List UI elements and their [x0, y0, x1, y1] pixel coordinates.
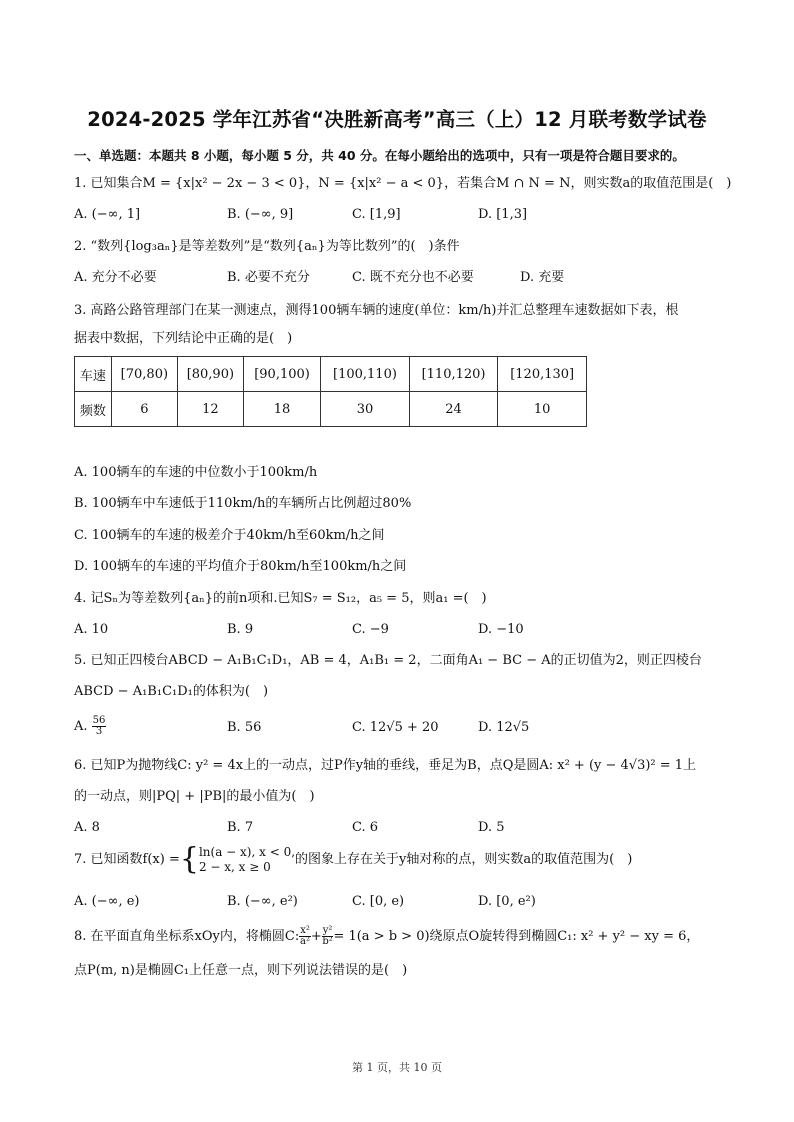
- table-row: [75, 357, 587, 392]
- q5-option-a: [74, 716, 106, 737]
- q8-fraction-y: [322, 926, 334, 947]
- q2-option-d: D. 充要: [520, 270, 565, 285]
- q7-option-a: A. (−∞, e): [74, 894, 140, 909]
- q6-option-b: B. 7: [227, 820, 254, 835]
- q1-option-d: D. [1,3]: [478, 207, 528, 222]
- q6-option-c: C. 6: [352, 820, 379, 835]
- table-cell: 6: [111, 392, 177, 427]
- q4-option-b: B. 9: [227, 622, 254, 637]
- table-cell: [70,80): [111, 357, 177, 392]
- question-5-stem-line2: ABCD − A₁B₁C₁D₁的体积为( ): [74, 684, 269, 699]
- q7-stem-prefix: 7. 已知函数f(x) =: [74, 852, 180, 867]
- table-cell: [120,130]: [498, 357, 587, 392]
- table-row-label: 频数: [75, 392, 112, 427]
- table-cell: 18: [243, 392, 320, 427]
- question-2-stem: 2. “数列{log₃aₙ}是等差数列”是“数列{aₙ}为等比数列”的( )条件: [74, 239, 460, 254]
- q7-option-d: D. [0, e²): [478, 894, 536, 909]
- q7-option-b: B. (−∞, e²): [227, 894, 298, 909]
- q8-fraction-x: [299, 926, 311, 947]
- fraction-denominator: a²: [300, 936, 311, 947]
- table-cell: [90,100): [243, 357, 320, 392]
- q8-plus-sign: +: [310, 929, 322, 944]
- q4-option-a: A. 10: [74, 622, 109, 637]
- question-6-stem-line1: 6. 已知P为抛物线C: y² = 4x上的一动点，过P作y轴的垂线，垂足为B，点Q是圆A: x² + (y − 4√3)² = 1上: [74, 758, 697, 773]
- q1-option-a: A. (−∞, 1]: [74, 207, 141, 222]
- question-3-stem-line2: 据表中数据，下列结论中正确的是( ): [74, 331, 293, 346]
- q3-option-a: A. 100辆车的车速的中位数小于100km/h: [74, 465, 318, 480]
- table-cell: 12: [177, 392, 243, 427]
- left-brace-icon: {: [179, 841, 199, 877]
- q6-option-a: A. 8: [74, 820, 100, 835]
- q3-option-d: D. 100辆车的车速的平均值介于80km/h至100km/h之间: [74, 559, 407, 574]
- q8-stem-prefix: 8. 在平面直角坐标系xOy内，将椭圆C:: [74, 929, 300, 944]
- fraction-denominator: b²: [322, 936, 333, 947]
- question-6-stem-line2: 的一动点，则|PQ| + |PB|的最小值为( ): [74, 789, 315, 804]
- question-7-stem: [74, 843, 632, 877]
- section-heading: 一、单选题：本题共 8 小题，每小题 5 分，共 40 分。在每小题给出的选项中，只有一项是符合题目要求的。: [74, 148, 685, 163]
- q7-option-c: C. [0, e): [352, 894, 405, 909]
- fraction-denominator: 3: [95, 726, 103, 737]
- speed-frequency-table: [74, 356, 587, 427]
- q5-option-b: B. 56: [227, 720, 262, 735]
- fraction-numerator: x²: [300, 925, 310, 936]
- exam-title: 2024-2025 学年江苏省“决胜新高考”高三（上）12 月联考数学试卷: [87, 108, 707, 131]
- fraction-numerator: 56: [92, 715, 106, 726]
- table-cell: 10: [498, 392, 587, 427]
- q2-option-b: B. 必要不充分: [227, 270, 310, 285]
- q1-option-b: B. (−∞, 9]: [227, 207, 294, 222]
- question-1-stem: 1. 已知集合M = {x|x² − 2x − 3 < 0}，N = {x|x² − a < 0}，若集合M ∩ N = N，则实数a的取值范围是( ): [74, 176, 732, 191]
- q5-option-d: D. 12√5: [478, 720, 530, 735]
- q3-option-c: C. 100辆车的车速的极差介于40km/h至60km/h之间: [74, 528, 385, 543]
- table-cell: 30: [321, 392, 410, 427]
- question-8-stem-line2: 点P(m, n)是椭圆C₁上任意一点，则下列说法错误的是( ): [74, 963, 408, 978]
- question-8-stem-line1: [74, 924, 699, 950]
- table-cell: [110,120): [409, 357, 498, 392]
- table-row-label: 车速: [75, 357, 112, 392]
- q8-stem-suffix: = 1(a > b > 0)绕原点O旋转得到椭圆C₁: x² + y² − xy = 6，: [333, 929, 700, 944]
- question-4-stem: 4. 记Sₙ为等差数列{aₙ}的前n项和.已知S₇ = S₁₂，a₅ = 5，则a₁ =( ): [74, 591, 487, 606]
- question-3-stem-line1: 3. 高路公路管理部门在某一测速点，测得100辆车辆的速度(单位：km/h)并汇总整理车速数据如下表，根: [74, 303, 679, 318]
- q5-option-c: C. 12√5 + 20: [352, 720, 439, 735]
- q6-option-d: D. 5: [478, 820, 505, 835]
- q3-option-b: B. 100辆车中车速低于110km/h的车辆所占比例超过80%: [74, 496, 412, 511]
- q2-option-c: C. 既不充分也不必要: [352, 270, 474, 285]
- table-cell: 24: [409, 392, 498, 427]
- q2-option-a: A. 充分不必要: [74, 270, 157, 285]
- q1-option-c: C. [1,9]: [352, 207, 401, 222]
- q4-option-d: D. −10: [478, 622, 524, 637]
- q7-piece-2: 2 − x, x ≥ 0: [198, 859, 271, 874]
- q7-piecewise: [199, 845, 295, 875]
- q7-stem-suffix: 的图象上存在关于y轴对称的点，则实数a的取值范围为( ): [295, 852, 633, 867]
- q5-option-a-label: A.: [74, 719, 92, 734]
- table-cell: [100,110): [321, 357, 410, 392]
- fraction-numerator: y²: [322, 925, 333, 936]
- table-row: [75, 392, 587, 427]
- q4-option-c: C. −9: [352, 622, 389, 637]
- q7-piece-1: ln(a − x), x < 0,: [198, 844, 296, 859]
- q5-option-a-fraction: [92, 716, 107, 737]
- table-cell: [80,90): [177, 357, 243, 392]
- page-footer: 第 1 页，共 10 页: [352, 1061, 442, 1074]
- question-5-stem-line1: 5. 已知正四棱台ABCD − A₁B₁C₁D₁，AB = 4，A₁B₁ = 2，二面角A₁ − BC − A的正切值为2，则正四棱台: [74, 653, 702, 668]
